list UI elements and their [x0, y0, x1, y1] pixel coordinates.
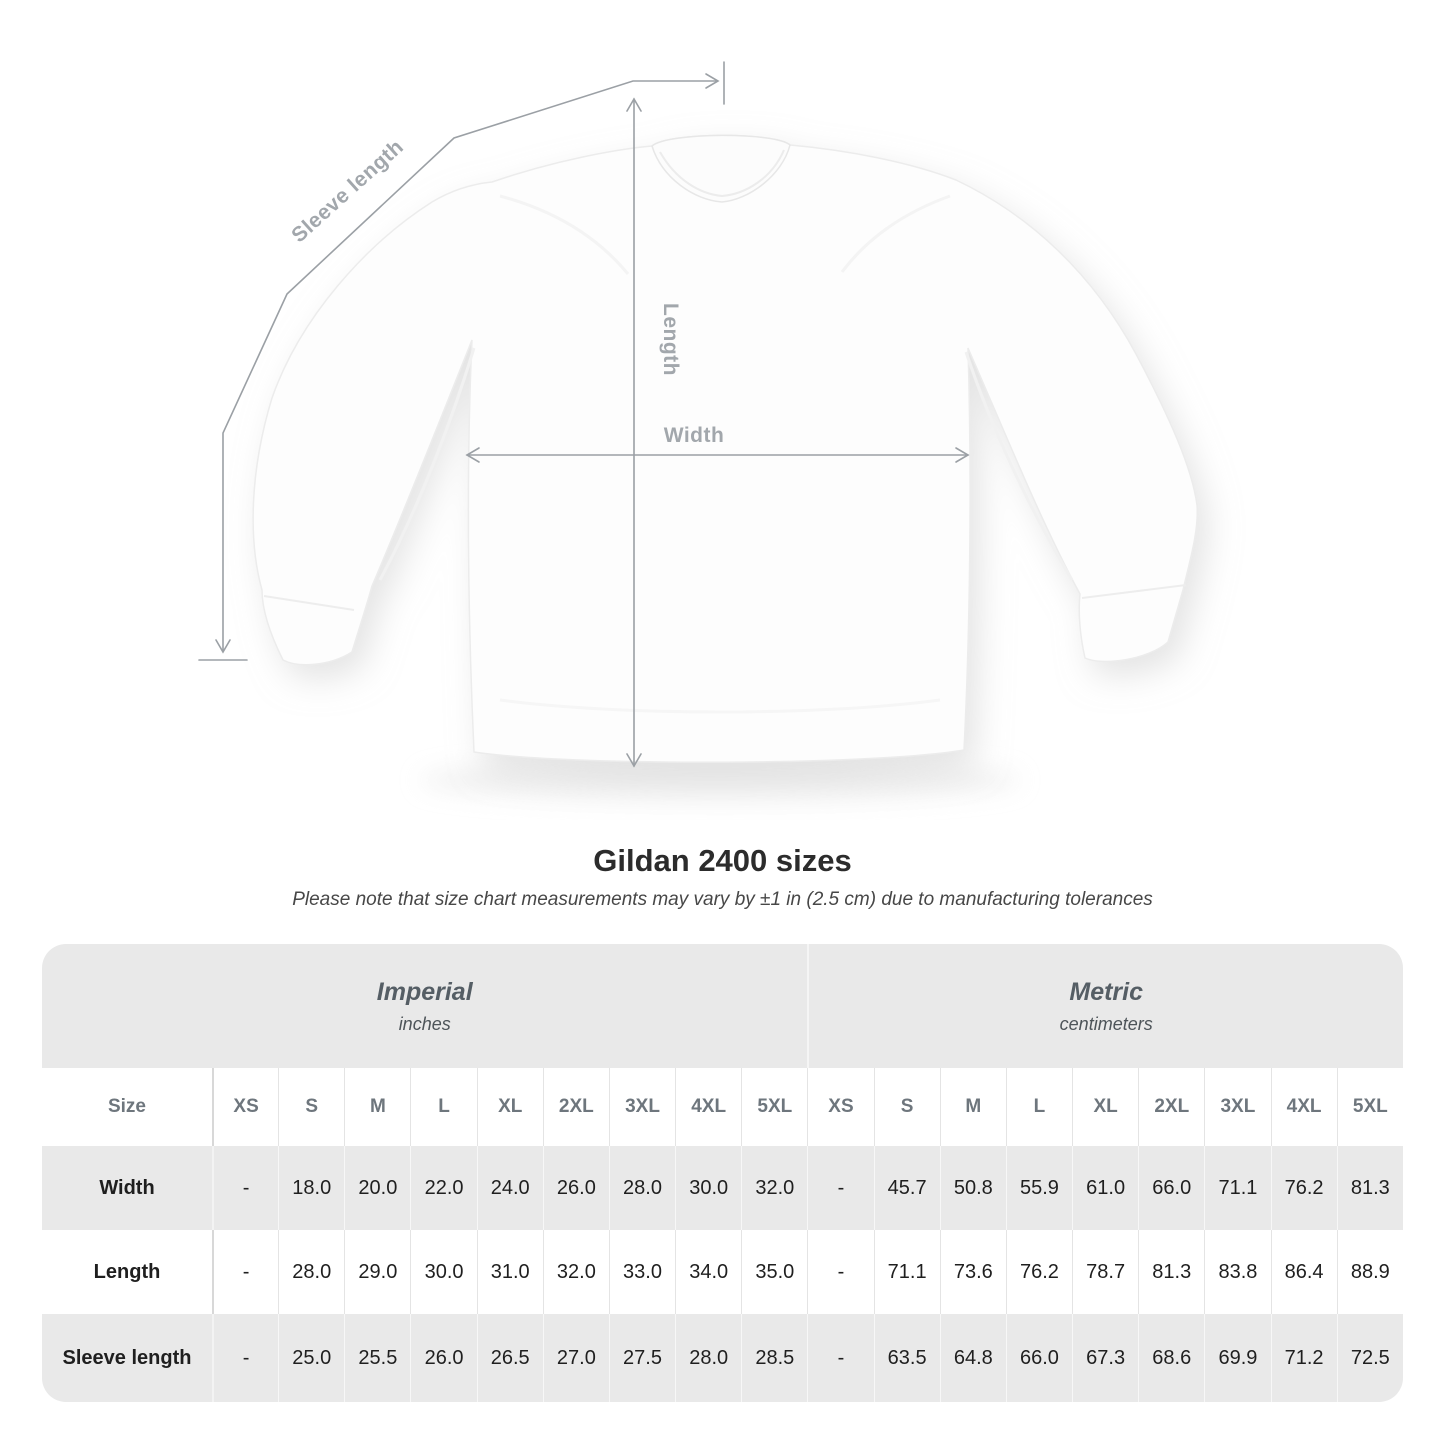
page-title: Gildan 2400 sizes [593, 843, 852, 878]
value-cell-metric: 71.1 [874, 1230, 940, 1314]
value-cell-metric: 71.1 [1204, 1146, 1270, 1230]
value-cell-imperial: 18.0 [278, 1146, 344, 1230]
value-cell-imperial: 32.0 [741, 1146, 807, 1230]
size-header-metric-4xl: 4XL [1271, 1068, 1337, 1146]
unit-header-metric [807, 944, 1403, 1068]
value-cell-metric: 73.6 [940, 1230, 1006, 1314]
value-cell-imperial: 26.0 [410, 1314, 476, 1402]
value-cell-metric: 68.6 [1138, 1314, 1204, 1402]
size-header-imperial-m: M [344, 1068, 410, 1146]
value-cell-imperial: 31.0 [477, 1230, 543, 1314]
size-table-card [42, 944, 1403, 1402]
value-cell-imperial: 30.0 [675, 1146, 741, 1230]
shirt-illustration [253, 135, 1197, 762]
size-header-imperial-xl: XL [477, 1068, 543, 1146]
row-label: Length [42, 1230, 212, 1314]
value-cell-metric: 67.3 [1072, 1314, 1138, 1402]
value-cell-metric: 72.5 [1337, 1314, 1403, 1402]
value-cell-metric: 64.8 [940, 1314, 1006, 1402]
value-cell-imperial: 25.5 [344, 1314, 410, 1402]
length-label: Length [659, 303, 682, 376]
size-header-metric-2xl: 2XL [1138, 1068, 1204, 1146]
value-cell-imperial: 27.0 [543, 1314, 609, 1402]
value-cell-metric: - [807, 1146, 873, 1230]
value-cell-metric: 66.0 [1006, 1314, 1072, 1402]
value-cell-imperial: 30.0 [410, 1230, 476, 1314]
value-cell-imperial: 32.0 [543, 1230, 609, 1314]
value-cell-imperial: 25.0 [278, 1314, 344, 1402]
value-cell-metric: 76.2 [1006, 1230, 1072, 1314]
value-cell-metric: 45.7 [874, 1146, 940, 1230]
size-table [42, 944, 1403, 1402]
size-header-metric-xs: XS [807, 1068, 873, 1146]
value-cell-imperial: 28.0 [675, 1314, 741, 1402]
value-cell-metric: 63.5 [874, 1314, 940, 1402]
value-cell-imperial: 34.0 [675, 1230, 741, 1314]
value-cell-imperial: - [212, 1146, 278, 1230]
value-cell-imperial: 26.5 [477, 1314, 543, 1402]
value-cell-metric: 88.9 [1337, 1230, 1403, 1314]
sleeve-length-label: Sleeve length [287, 135, 409, 248]
size-header-metric-s: S [874, 1068, 940, 1146]
value-cell-imperial: 33.0 [609, 1230, 675, 1314]
value-cell-metric: 81.3 [1138, 1230, 1204, 1314]
value-cell-imperial: 27.5 [609, 1314, 675, 1402]
table-row [42, 1146, 1403, 1230]
size-header-imperial-5xl: 5XL [741, 1068, 807, 1146]
value-cell-metric: 76.2 [1271, 1146, 1337, 1230]
size-header-imperial-s: S [278, 1068, 344, 1146]
size-column-header: Size [42, 1068, 212, 1146]
size-header-imperial-4xl: 4XL [675, 1068, 741, 1146]
value-cell-metric: 83.8 [1204, 1230, 1270, 1314]
value-cell-metric: 66.0 [1138, 1146, 1204, 1230]
value-cell-imperial: 35.0 [741, 1230, 807, 1314]
value-cell-metric: - [807, 1314, 873, 1402]
table-row [42, 1230, 1403, 1314]
value-cell-imperial: 26.0 [543, 1146, 609, 1230]
value-cell-metric: 71.2 [1271, 1314, 1337, 1402]
size-header-metric-m: M [940, 1068, 1006, 1146]
value-cell-imperial: 29.0 [344, 1230, 410, 1314]
size-header-imperial-l: L [410, 1068, 476, 1146]
size-header-imperial-3xl: 3XL [609, 1068, 675, 1146]
tolerance-note: Please note that size chart measurements may vary by ±1 in (2.5 cm) due to manufacturing tolerances [292, 889, 1153, 911]
value-cell-imperial: 28.0 [278, 1230, 344, 1314]
value-cell-metric: 55.9 [1006, 1146, 1072, 1230]
unit-subtitle: inches [398, 1013, 451, 1034]
row-label: Width [42, 1146, 212, 1230]
value-cell-metric: 69.9 [1204, 1314, 1270, 1402]
value-cell-metric: 78.7 [1072, 1230, 1138, 1314]
unit-name: Imperial [376, 977, 473, 1006]
value-cell-imperial: 24.0 [477, 1146, 543, 1230]
size-header-metric-5xl: 5XL [1337, 1068, 1403, 1146]
unit-header-imperial [42, 944, 807, 1068]
value-cell-imperial: - [212, 1230, 278, 1314]
row-label: Sleeve length [42, 1314, 212, 1402]
shirt-shadow [420, 760, 1020, 800]
value-cell-metric: 61.0 [1072, 1146, 1138, 1230]
heading [0, 842, 1445, 911]
value-cell-imperial: 22.0 [410, 1146, 476, 1230]
value-cell-imperial: 20.0 [344, 1146, 410, 1230]
size-header-imperial-xs: XS [212, 1068, 278, 1146]
value-cell-imperial: 28.0 [609, 1146, 675, 1230]
table-row [42, 1314, 1403, 1402]
value-cell-imperial: - [212, 1314, 278, 1402]
unit-subtitle: centimeters [1059, 1013, 1153, 1034]
unit-name: Metric [1069, 977, 1144, 1006]
value-cell-metric: 50.8 [940, 1146, 1006, 1230]
value-cell-imperial: 28.5 [741, 1314, 807, 1402]
width-label: Width [663, 424, 725, 447]
value-cell-metric: - [807, 1230, 873, 1314]
value-cell-metric: 81.3 [1337, 1146, 1403, 1230]
value-cell-metric: 86.4 [1271, 1230, 1337, 1314]
size-header-metric-3xl: 3XL [1204, 1068, 1270, 1146]
size-header-imperial-2xl: 2XL [543, 1068, 609, 1146]
size-header-metric-xl: XL [1072, 1068, 1138, 1146]
size-header-metric-l: L [1006, 1068, 1072, 1146]
